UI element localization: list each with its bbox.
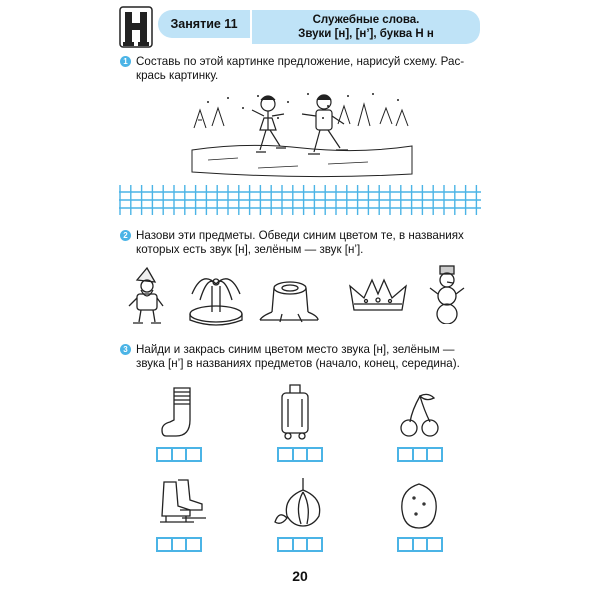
task-number: 2 bbox=[120, 230, 131, 241]
sound-scheme-lemon[interactable] bbox=[397, 537, 443, 552]
task-text: Назови эти предметы. Обведи синим цветом те, в названиях которых есть звук [н], зелёным — звук [н’]. bbox=[136, 229, 464, 256]
cherries-icon bbox=[398, 392, 442, 438]
sound-cell[interactable] bbox=[426, 537, 443, 552]
lesson-label bbox=[158, 10, 250, 38]
sound-cell[interactable] bbox=[185, 537, 202, 552]
snowman-icon bbox=[428, 264, 466, 324]
sound-scheme-cherries[interactable] bbox=[397, 447, 443, 462]
sound-scheme-sock[interactable] bbox=[156, 447, 202, 462]
task-1 bbox=[120, 55, 482, 83]
skates-icon bbox=[156, 478, 208, 528]
suitcase-icon bbox=[280, 383, 310, 441]
crown-icon bbox=[348, 276, 408, 316]
sound-scheme-garlic[interactable] bbox=[277, 537, 323, 552]
letter-n-logo-icon bbox=[119, 6, 153, 48]
lemon-icon bbox=[398, 482, 440, 530]
task-number: 1 bbox=[120, 56, 131, 67]
writing-grid bbox=[119, 183, 481, 217]
garlic-icon bbox=[271, 476, 325, 530]
lesson-title: Занятие 11 bbox=[170, 17, 238, 31]
fountain-icon bbox=[186, 264, 246, 326]
skating-children-picture bbox=[188, 88, 416, 180]
task-3 bbox=[120, 343, 482, 371]
sound-cell[interactable] bbox=[306, 447, 323, 462]
sound-scheme-skates[interactable] bbox=[156, 537, 202, 552]
stump-icon bbox=[258, 276, 320, 324]
sound-scheme-suitcase[interactable] bbox=[277, 447, 323, 462]
gnome-icon bbox=[123, 266, 169, 326]
topic-line-2: Звуки [н], [н’], буква Н н bbox=[298, 28, 434, 40]
topic-label bbox=[252, 10, 480, 44]
task-text: Составь по этой картинке предложение, нарисуй схему. Рас-крась картинку. bbox=[136, 55, 465, 82]
page-number: 20 bbox=[292, 568, 308, 584]
sock-icon bbox=[160, 386, 200, 442]
sound-cell[interactable] bbox=[426, 447, 443, 462]
task-2 bbox=[120, 229, 482, 257]
task-text: Найди и закрась синим цветом место звука [н], зелёным — звука [н’] в названиях предметов (начало, конец, середина). bbox=[136, 343, 460, 370]
task-number: 3 bbox=[120, 344, 131, 355]
sound-cell[interactable] bbox=[185, 447, 202, 462]
topic-line-1: Служебные слова. bbox=[312, 14, 420, 26]
sound-cell[interactable] bbox=[306, 537, 323, 552]
